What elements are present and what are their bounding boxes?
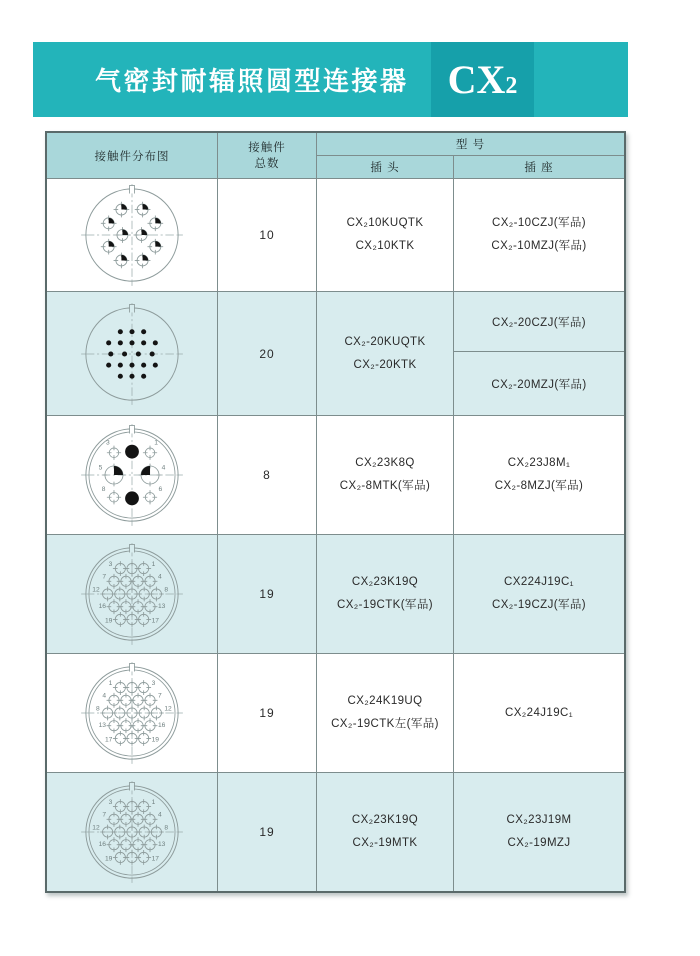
page-title: 气密封耐辐照圆型连接器 [95,66,409,96]
socket-sub-cell [454,292,624,352]
plug-model-line: CX₂10KUQTK [346,217,424,229]
svg-text:1: 1 [154,439,158,447]
plug-model-line: CX₂23K8Q [355,457,415,469]
svg-text:3: 3 [106,439,110,447]
svg-text:6: 6 [158,485,163,493]
svg-text:13: 13 [157,840,166,848]
svg-text:7: 7 [102,811,107,819]
socket-models [454,179,624,291]
plug-model-line: CX₂24K19UQ [347,695,423,707]
svg-text:3: 3 [151,679,156,687]
svg-text:12: 12 [92,586,100,594]
table-row-3-diagram-cell [47,416,217,534]
plug-model-line: CX₂10KTK [355,240,415,252]
svg-text:12: 12 [92,824,100,832]
svg-text:5: 5 [98,464,103,472]
svg-text:1: 1 [108,679,113,687]
svg-text:19: 19 [151,736,160,744]
svg-text:19: 19 [104,855,113,863]
svg-text:1: 1 [151,798,156,806]
pin-count: 19 [218,773,316,891]
plug-model-line: CX₂23K19Q [351,814,419,826]
col-header-count-line2: 总数 [254,157,280,170]
contact-diagram-19pin [79,541,185,647]
socket-model-line: CX224J19C₁ [504,576,574,588]
svg-text:4: 4 [157,811,162,819]
table-row-4-diagram-cell [47,535,217,653]
col-header-count-line1: 接触件 [248,141,286,154]
socket-models [454,535,624,653]
contact-diagram-10pin [79,182,185,288]
svg-text:8: 8 [95,705,100,713]
socket-models [454,654,624,772]
connector-table [45,131,626,893]
table-row-6-diagram-cell [47,773,217,891]
table-row-2-diagram-cell [47,292,217,415]
svg-text:4: 4 [157,573,162,581]
plug-models [317,654,453,772]
plug-model-line: CX₂-19CTK左(军品) [331,718,439,730]
pin-count: 10 [218,179,316,291]
contact-diagram-19pin [79,779,185,885]
svg-text:17: 17 [151,617,160,625]
plug-model-line: CX₂-19MTK [352,837,418,849]
socket-models-split [454,292,624,415]
socket-model-line: CX₂-10CZJ(军品) [492,217,586,229]
svg-text:13: 13 [157,602,166,610]
svg-text:8: 8 [101,485,106,493]
pin-count: 19 [218,535,316,653]
table-row-5-diagram-cell [47,654,217,772]
pin-count: 19 [218,654,316,772]
model-badge-text: CX [447,56,506,102]
svg-text:1: 1 [151,560,156,568]
model-badge-subscript: 2 [505,72,518,99]
svg-text:4: 4 [102,692,107,700]
contact-diagram-19pin [79,660,185,766]
plug-models [317,773,453,891]
svg-text:12: 12 [164,705,172,713]
col-header-plug: 插 头 [317,156,453,178]
svg-text:3: 3 [108,560,113,568]
col-header-distribution: 接触件分布图 [47,133,217,178]
table-row-1-diagram-cell [47,179,217,291]
svg-text:17: 17 [151,855,160,863]
socket-model-line: CX₂24J19C₁ [505,706,573,719]
plug-models [317,292,453,415]
header-band [33,42,628,117]
socket-models [454,773,624,891]
pin-count: 20 [218,292,316,415]
col-header-count [218,133,316,178]
svg-text:8: 8 [164,586,169,594]
col-header-socket: 插 座 [454,156,624,178]
svg-text:7: 7 [102,573,107,581]
plug-models [317,416,453,534]
svg-text:17: 17 [104,736,113,744]
contact-diagram-8pin [79,422,185,528]
col-header-model: 型 号 [317,133,624,155]
svg-text:7: 7 [157,692,162,700]
plug-models [317,179,453,291]
socket-model-line: CX₂23J19M [506,814,572,826]
svg-text:16: 16 [157,721,166,729]
socket-model-line: CX₂23J8M₁ [507,457,571,469]
plug-models [317,535,453,653]
svg-text:16: 16 [98,602,107,610]
svg-text:19: 19 [104,617,113,625]
svg-text:16: 16 [98,840,107,848]
plug-model-line: CX₂-8MTK(军品) [339,480,431,492]
pin-count: 8 [218,416,316,534]
svg-text:8: 8 [164,824,169,832]
svg-text:3: 3 [108,798,113,806]
svg-text:4: 4 [161,464,166,472]
plug-model-line: CX₂23K19Q [351,576,419,588]
plug-model-line: CX₂-19CTK(军品) [337,599,433,611]
socket-model-line: CX₂-8MZJ(军品) [494,480,584,492]
model-badge [431,42,534,117]
socket-model-line: CX₂-20CZJ(军品) [492,316,586,329]
contact-diagram-20pin [79,301,185,407]
socket-model-line: CX₂-20MZJ(军品) [491,378,587,391]
svg-text:13: 13 [98,721,107,729]
socket-model-line: CX₂-10MZJ(军品) [491,240,587,252]
socket-sub-cell [454,352,624,415]
plug-model-line: CX₂-20KUQTK [344,335,426,348]
socket-model-line: CX₂-19MZJ [507,837,571,849]
socket-models [454,416,624,534]
socket-model-line: CX₂-19CZJ(军品) [492,599,586,611]
plug-model-line: CX₂-20KTK [353,358,417,371]
